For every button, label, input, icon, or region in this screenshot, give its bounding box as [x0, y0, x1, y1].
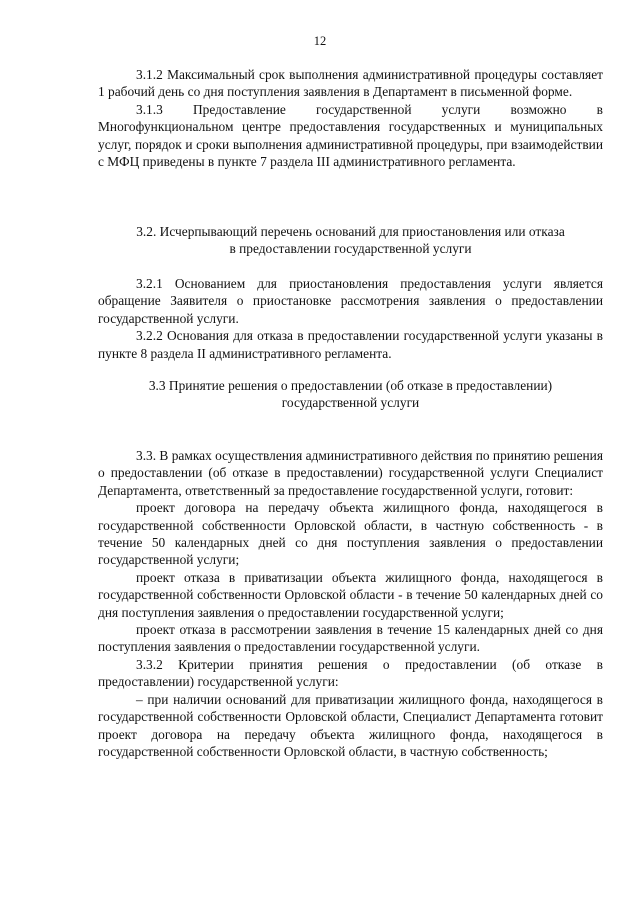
paragraph-3-1-2: 3.1.2 Максимальный срок выполнения административной процедуры составляет 1 рабочий день со дня поступления заявления в Департамент в письменной форме.	[98, 67, 603, 100]
list-item-rejection-draft: проект отказа в рассмотрении заявления в течение 15 календарных дней со дня поступления заявления о предоставлении государственной услуги.	[98, 622, 603, 655]
heading-3-3-line2: государственной услуги	[281, 395, 420, 411]
heading-3-2	[98, 223, 603, 258]
section-3-2-paragraphs	[98, 275, 603, 362]
heading-3-2-line1: 3.2. Исчерпывающий перечень оснований для приостановления или отказа	[136, 224, 565, 239]
list-item-contract-draft: проект договора на передачу объекта жилищного фонда, находящегося в государственной собственности Орловской области, в частную собственность - в течение 50 календарных дней со дня поступления заявления о предоставлении государственной услуги;	[98, 500, 603, 568]
list-item-refusal-draft: проект отказа в приватизации объекта жилищного фонда, находящегося в государственной собственности Орловской области - в течение 50 календарных дней со дня поступления заявления о предоставлении государственной услуги;	[98, 569, 603, 620]
list-item-criteria-privatization: – при наличии оснований для приватизации жилищного фонда, находящегося в государственной собственности Орловской области, Специалист Департамента готовит проект договора на передачу объекта жилищного фонда, находящегося в государственной собственности Орловской области, в частную собственность;	[98, 691, 603, 759]
heading-3-3	[98, 377, 603, 412]
paragraph-3-3: 3.3. В рамках осуществления административного действия по принятию решения о предоставлении (об отказе в предоставлении) государственной услуги Специалист Департамента, ответственный за предоставление государственной услуги, готовит:	[98, 448, 604, 498]
paragraph-3-2-1: 3.2.1 Основанием для приостановления предоставления услуги является обращение Заявителя о приостановке рассмотрения заявления о предоставлении государственной услуги.	[98, 276, 603, 326]
section-3-3-paragraphs	[98, 447, 603, 760]
page-number: 12	[313, 34, 327, 48]
paragraph-3-2-2: 3.2.2 Основания для отказа в предоставлении государственной услуги указаны в пункте 8 раздела II административного регламента.	[98, 328, 603, 361]
paragraph-3-3-2: 3.3.2 Критерии принятия решения о предоставлении (об отказе в предоставлении) государственной услуги:	[98, 656, 603, 690]
heading-3-3-line1: 3.3 Принятие решения о предоставлении (об отказе в предоставлении)	[148, 378, 553, 393]
section-3-1-paragraphs	[98, 66, 603, 170]
paragraph-3-1-3: 3.1.3 Предоставление государственной услуги возможно в Многофункциональном центре предоставления государственных и муниципальных услуг, порядок и сроки выполнения административной процедуры, при взаимодействии с МФЦ приведены в пункте 7 раздела III административного регламента.	[98, 101, 603, 170]
heading-3-2-line2: в предоставлении государственной услуги	[229, 241, 472, 257]
